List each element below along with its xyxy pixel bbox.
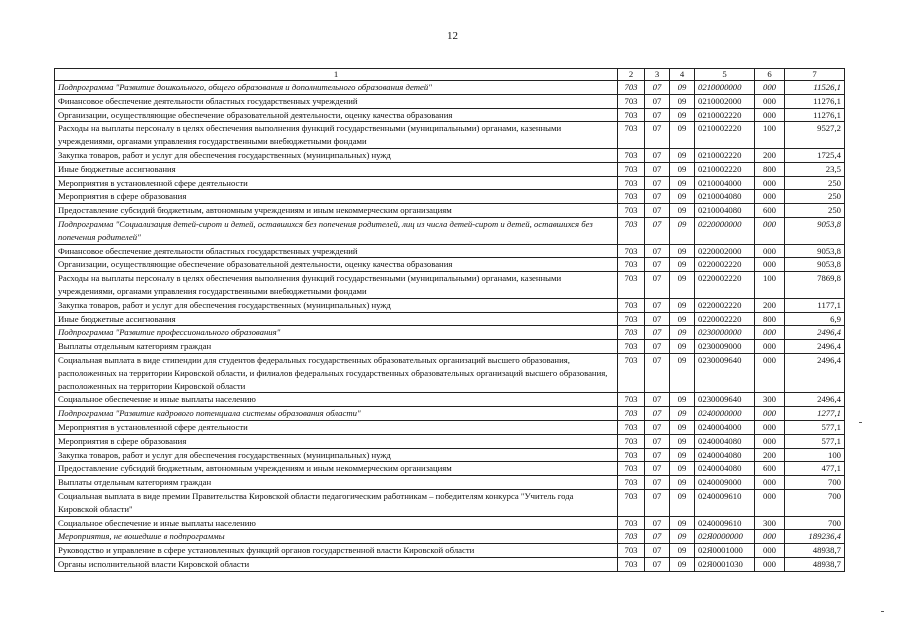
row-target-cell: 02Я0001030 bbox=[695, 557, 755, 571]
row-target-cell: 0210002220 bbox=[695, 108, 755, 122]
row-code-cell: 703 bbox=[618, 516, 645, 530]
row-expense-type-cell: 600 bbox=[755, 204, 785, 218]
row-name-cell: Предоставление субсидий бюджетным, автономным учреждениям и иным некоммерческим организациям bbox=[55, 462, 618, 476]
row-name-cell: Иные бюджетные ассигнования bbox=[55, 312, 618, 326]
row-name-cell: Руководство и управление в сфере установленных функций органов государственной власти Кировской области bbox=[55, 544, 618, 558]
row-target-cell: 02Я0001000 bbox=[695, 544, 755, 558]
row-target-cell: 0230009640 bbox=[695, 353, 755, 392]
header-cell: 1 bbox=[55, 69, 618, 81]
row-target-cell: 0230000000 bbox=[695, 326, 755, 340]
row-target-cell: 0220002220 bbox=[695, 298, 755, 312]
row-name-cell: Закупка товаров, работ и услуг для обеспечения государственных (муниципальных) нужд bbox=[55, 148, 618, 162]
row-subsection-cell: 09 bbox=[670, 312, 695, 326]
row-subsection-cell: 09 bbox=[670, 448, 695, 462]
row-subsection-cell: 09 bbox=[670, 298, 695, 312]
row-code-cell: 703 bbox=[618, 258, 645, 272]
row-expense-type-cell: 300 bbox=[755, 393, 785, 407]
row-expense-type-cell: 000 bbox=[755, 258, 785, 272]
row-code-cell: 703 bbox=[618, 81, 645, 95]
row-sum-cell: 250 bbox=[785, 204, 845, 218]
row-subsection-cell: 09 bbox=[670, 122, 695, 149]
row-target-cell: 0210002220 bbox=[695, 162, 755, 176]
row-code-cell: 703 bbox=[618, 272, 645, 299]
row-name-cell: Организации, осуществляющие обеспечение образовательной деятельности, оценку качества образования bbox=[55, 258, 618, 272]
row-expense-type-cell: 100 bbox=[755, 122, 785, 149]
row-name-cell: Социальная выплата в виде стипендии для студентов федеральных государственных образовательных организаций высшего образования, расположенных на территории Кировской области, и филиалов федеральных государственных образовательных организаций высшего образования, расположенных на территории Кировской области bbox=[55, 353, 618, 392]
row-sum-cell: 1177,1 bbox=[785, 298, 845, 312]
row-section-cell: 07 bbox=[645, 448, 670, 462]
row-code-cell: 703 bbox=[618, 326, 645, 340]
row-expense-type-cell: 800 bbox=[755, 312, 785, 326]
row-sum-cell: 1277,1 bbox=[785, 407, 845, 421]
table-row-subprogram bbox=[55, 81, 845, 95]
row-section-cell: 07 bbox=[645, 312, 670, 326]
table-row bbox=[55, 204, 845, 218]
row-section-cell: 07 bbox=[645, 162, 670, 176]
row-code-cell: 703 bbox=[618, 148, 645, 162]
row-code-cell: 703 bbox=[618, 557, 645, 571]
row-code-cell: 703 bbox=[618, 544, 645, 558]
row-subsection-cell: 09 bbox=[670, 162, 695, 176]
budget-table bbox=[54, 68, 845, 572]
row-subsection-cell: 09 bbox=[670, 516, 695, 530]
row-sum-cell: 577,1 bbox=[785, 434, 845, 448]
header-cell: 2 bbox=[618, 69, 645, 81]
row-expense-type-cell: 000 bbox=[755, 557, 785, 571]
row-section-cell: 07 bbox=[645, 122, 670, 149]
table-row bbox=[55, 557, 845, 571]
row-expense-type-cell: 800 bbox=[755, 162, 785, 176]
row-target-cell: 0220002220 bbox=[695, 312, 755, 326]
row-name-cell: Мероприятия в установленной сфере деятельности bbox=[55, 420, 618, 434]
table-row bbox=[55, 108, 845, 122]
row-target-cell: 0210002220 bbox=[695, 122, 755, 149]
row-sum-cell: 7869,8 bbox=[785, 272, 845, 299]
row-expense-type-cell: 000 bbox=[755, 353, 785, 392]
row-sum-cell: 11276,1 bbox=[785, 108, 845, 122]
row-section-cell: 07 bbox=[645, 176, 670, 190]
table-row bbox=[55, 448, 845, 462]
row-name-cell: Мероприятия, не вошедшие в подпрограммы bbox=[55, 530, 618, 544]
row-sum-cell: 6,9 bbox=[785, 312, 845, 326]
row-name-cell: Выплаты отдельным категориям граждан bbox=[55, 340, 618, 354]
row-sum-cell: 11276,1 bbox=[785, 94, 845, 108]
row-code-cell: 703 bbox=[618, 393, 645, 407]
row-code-cell: 703 bbox=[618, 176, 645, 190]
row-expense-type-cell: 000 bbox=[755, 94, 785, 108]
row-code-cell: 703 bbox=[618, 407, 645, 421]
row-name-cell: Мероприятия в сфере образования bbox=[55, 434, 618, 448]
row-subsection-cell: 09 bbox=[670, 258, 695, 272]
row-section-cell: 07 bbox=[645, 530, 670, 544]
row-expense-type-cell: 000 bbox=[755, 176, 785, 190]
row-name-cell: Расходы на выплаты персоналу в целях обеспечения выполнения функций государственными (муниципальными) органами, казенными учреждениями, органами управления государственными внебюджетными фондами bbox=[55, 122, 618, 149]
row-code-cell: 703 bbox=[618, 448, 645, 462]
row-section-cell: 07 bbox=[645, 94, 670, 108]
header-cell: 4 bbox=[670, 69, 695, 81]
row-section-cell: 07 bbox=[645, 516, 670, 530]
row-subsection-cell: 09 bbox=[670, 530, 695, 544]
table-row-subprogram bbox=[55, 217, 845, 244]
row-subsection-cell: 09 bbox=[670, 476, 695, 490]
row-subsection-cell: 09 bbox=[670, 217, 695, 244]
row-section-cell: 07 bbox=[645, 434, 670, 448]
row-expense-type-cell: 200 bbox=[755, 148, 785, 162]
row-section-cell: 07 bbox=[645, 407, 670, 421]
row-name-cell: Подпрограмма "Развитие кадрового потенциала системы образования области" bbox=[55, 407, 618, 421]
margin-mark bbox=[859, 422, 862, 423]
row-name-cell: Расходы на выплаты персоналу в целях обеспечения выполнения функций государственными (муниципальными) органами, казенными учреждениями, органами управления государственными внебюджетными фондами bbox=[55, 272, 618, 299]
row-section-cell: 07 bbox=[645, 340, 670, 354]
row-expense-type-cell: 000 bbox=[755, 81, 785, 95]
row-sum-cell: 250 bbox=[785, 176, 845, 190]
row-target-cell: 0210002000 bbox=[695, 94, 755, 108]
row-expense-type-cell: 000 bbox=[755, 108, 785, 122]
row-sum-cell: 11526,1 bbox=[785, 81, 845, 95]
row-name-cell: Социальное обеспечение и иные выплаты населению bbox=[55, 516, 618, 530]
row-sum-cell: 2496,4 bbox=[785, 393, 845, 407]
table-row bbox=[55, 340, 845, 354]
row-expense-type-cell: 000 bbox=[755, 190, 785, 204]
row-sum-cell: 250 bbox=[785, 190, 845, 204]
row-subsection-cell: 09 bbox=[670, 204, 695, 218]
row-expense-type-cell: 200 bbox=[755, 448, 785, 462]
row-target-cell: 0240009610 bbox=[695, 489, 755, 516]
row-code-cell: 703 bbox=[618, 462, 645, 476]
row-section-cell: 07 bbox=[645, 217, 670, 244]
table-row bbox=[55, 434, 845, 448]
row-expense-type-cell: 300 bbox=[755, 516, 785, 530]
row-sum-cell: 189236,4 bbox=[785, 530, 845, 544]
table-row bbox=[55, 258, 845, 272]
row-subsection-cell: 09 bbox=[670, 176, 695, 190]
row-expense-type-cell: 000 bbox=[755, 530, 785, 544]
row-expense-type-cell: 100 bbox=[755, 272, 785, 299]
header-cell: 7 bbox=[785, 69, 845, 81]
row-target-cell: 0240009000 bbox=[695, 476, 755, 490]
table-row bbox=[55, 244, 845, 258]
table-row bbox=[55, 312, 845, 326]
header-cell: 3 bbox=[645, 69, 670, 81]
row-subsection-cell: 09 bbox=[670, 148, 695, 162]
page-number: 12 bbox=[447, 30, 458, 42]
table-row bbox=[55, 148, 845, 162]
row-sum-cell: 48938,7 bbox=[785, 557, 845, 571]
row-sum-cell: 9053,8 bbox=[785, 258, 845, 272]
table-row bbox=[55, 176, 845, 190]
row-code-cell: 703 bbox=[618, 312, 645, 326]
table-row bbox=[55, 353, 845, 392]
row-name-cell: Мероприятия в установленной сфере деятельности bbox=[55, 176, 618, 190]
row-sum-cell: 2496,4 bbox=[785, 326, 845, 340]
row-subsection-cell: 09 bbox=[670, 272, 695, 299]
row-target-cell: 0220000000 bbox=[695, 217, 755, 244]
row-expense-type-cell: 000 bbox=[755, 476, 785, 490]
row-section-cell: 07 bbox=[645, 393, 670, 407]
table-row bbox=[55, 272, 845, 299]
row-expense-type-cell: 000 bbox=[755, 326, 785, 340]
row-target-cell: 0240004080 bbox=[695, 462, 755, 476]
row-code-cell: 703 bbox=[618, 353, 645, 392]
table-header-row bbox=[55, 69, 845, 81]
row-subsection-cell: 09 bbox=[670, 244, 695, 258]
row-sum-cell: 2496,4 bbox=[785, 353, 845, 392]
row-sum-cell: 477,1 bbox=[785, 462, 845, 476]
row-name-cell: Закупка товаров, работ и услуг для обеспечения государственных (муниципальных) нужд bbox=[55, 448, 618, 462]
row-subsection-cell: 09 bbox=[670, 340, 695, 354]
row-name-cell: Социальное обеспечение и иные выплаты населению bbox=[55, 393, 618, 407]
row-sum-cell: 577,1 bbox=[785, 420, 845, 434]
row-code-cell: 703 bbox=[618, 476, 645, 490]
row-subsection-cell: 09 bbox=[670, 393, 695, 407]
row-code-cell: 703 bbox=[618, 94, 645, 108]
row-section-cell: 07 bbox=[645, 557, 670, 571]
row-target-cell: 0220002220 bbox=[695, 258, 755, 272]
row-expense-type-cell: 200 bbox=[755, 298, 785, 312]
row-sum-cell: 700 bbox=[785, 476, 845, 490]
row-target-cell: 0210004080 bbox=[695, 204, 755, 218]
row-subsection-cell: 09 bbox=[670, 544, 695, 558]
row-code-cell: 703 bbox=[618, 420, 645, 434]
row-sum-cell: 100 bbox=[785, 448, 845, 462]
row-sum-cell: 700 bbox=[785, 489, 845, 516]
table-row-subprogram bbox=[55, 407, 845, 421]
row-sum-cell: 9053,8 bbox=[785, 217, 845, 244]
row-code-cell: 703 bbox=[618, 162, 645, 176]
table-row bbox=[55, 298, 845, 312]
row-target-cell: 0230009640 bbox=[695, 393, 755, 407]
row-sum-cell: 700 bbox=[785, 516, 845, 530]
table-row-subprogram bbox=[55, 326, 845, 340]
table-row bbox=[55, 122, 845, 149]
row-name-cell: Органы исполнительной власти Кировской области bbox=[55, 557, 618, 571]
row-code-cell: 703 bbox=[618, 530, 645, 544]
row-target-cell: 0240000000 bbox=[695, 407, 755, 421]
row-target-cell: 0230009000 bbox=[695, 340, 755, 354]
row-subsection-cell: 09 bbox=[670, 489, 695, 516]
row-section-cell: 07 bbox=[645, 462, 670, 476]
row-expense-type-cell: 000 bbox=[755, 217, 785, 244]
row-section-cell: 07 bbox=[645, 244, 670, 258]
row-subsection-cell: 09 bbox=[670, 108, 695, 122]
row-section-cell: 07 bbox=[645, 326, 670, 340]
table-row bbox=[55, 420, 845, 434]
row-name-cell: Подпрограмма "Социализация детей-сирот и детей, оставшихся без попечения родителей, лиц из числа детей-сирот и детей, оставшихся без попечения родителей" bbox=[55, 217, 618, 244]
row-section-cell: 07 bbox=[645, 190, 670, 204]
row-code-cell: 703 bbox=[618, 108, 645, 122]
row-name-cell: Финансовое обеспечение деятельности областных государственных учреждений bbox=[55, 244, 618, 258]
row-section-cell: 07 bbox=[645, 298, 670, 312]
row-section-cell: 07 bbox=[645, 544, 670, 558]
row-code-cell: 703 bbox=[618, 217, 645, 244]
row-target-cell: 0210000000 bbox=[695, 81, 755, 95]
row-name-cell: Мероприятия в сфере образования bbox=[55, 190, 618, 204]
row-target-cell: 0240004080 bbox=[695, 448, 755, 462]
table-row bbox=[55, 489, 845, 516]
margin-mark bbox=[881, 611, 884, 612]
table-row bbox=[55, 476, 845, 490]
row-target-cell: 0240004000 bbox=[695, 420, 755, 434]
row-name-cell: Социальная выплата в виде премии Правительства Кировской области педагогическим работникам – победителям конкурса "Учитель года Кировской области" bbox=[55, 489, 618, 516]
row-target-cell: 0210004080 bbox=[695, 190, 755, 204]
row-code-cell: 703 bbox=[618, 244, 645, 258]
row-section-cell: 07 bbox=[645, 148, 670, 162]
row-target-cell: 0220002220 bbox=[695, 272, 755, 299]
row-subsection-cell: 09 bbox=[670, 462, 695, 476]
row-subsection-cell: 09 bbox=[670, 407, 695, 421]
row-subsection-cell: 09 bbox=[670, 81, 695, 95]
row-expense-type-cell: 600 bbox=[755, 462, 785, 476]
row-expense-type-cell: 000 bbox=[755, 340, 785, 354]
row-subsection-cell: 09 bbox=[670, 94, 695, 108]
row-target-cell: 0240009610 bbox=[695, 516, 755, 530]
row-target-cell: 0210004000 bbox=[695, 176, 755, 190]
table-row-subprogram bbox=[55, 530, 845, 544]
row-subsection-cell: 09 bbox=[670, 420, 695, 434]
row-sum-cell: 2496,4 bbox=[785, 340, 845, 354]
row-expense-type-cell: 000 bbox=[755, 407, 785, 421]
row-expense-type-cell: 000 bbox=[755, 244, 785, 258]
row-section-cell: 07 bbox=[645, 204, 670, 218]
row-target-cell: 02Я0000000 bbox=[695, 530, 755, 544]
row-name-cell: Выплаты отдельным категориям граждан bbox=[55, 476, 618, 490]
table-row bbox=[55, 94, 845, 108]
row-subsection-cell: 09 bbox=[670, 557, 695, 571]
row-section-cell: 07 bbox=[645, 108, 670, 122]
row-subsection-cell: 09 bbox=[670, 353, 695, 392]
row-section-cell: 07 bbox=[645, 353, 670, 392]
row-code-cell: 703 bbox=[618, 489, 645, 516]
row-sum-cell: 9053,8 bbox=[785, 244, 845, 258]
header-cell: 6 bbox=[755, 69, 785, 81]
row-code-cell: 703 bbox=[618, 122, 645, 149]
table-row bbox=[55, 162, 845, 176]
row-expense-type-cell: 000 bbox=[755, 420, 785, 434]
row-sum-cell: 1725,4 bbox=[785, 148, 845, 162]
row-target-cell: 0210002220 bbox=[695, 148, 755, 162]
row-sum-cell: 48938,7 bbox=[785, 544, 845, 558]
row-code-cell: 703 bbox=[618, 204, 645, 218]
row-code-cell: 703 bbox=[618, 434, 645, 448]
row-name-cell: Подпрограмма "Развитие профессионального образования" bbox=[55, 326, 618, 340]
row-section-cell: 07 bbox=[645, 420, 670, 434]
row-subsection-cell: 09 bbox=[670, 326, 695, 340]
row-section-cell: 07 bbox=[645, 489, 670, 516]
row-section-cell: 07 bbox=[645, 81, 670, 95]
header-cell: 5 bbox=[695, 69, 755, 81]
row-name-cell: Иные бюджетные ассигнования bbox=[55, 162, 618, 176]
table-row bbox=[55, 544, 845, 558]
row-name-cell: Закупка товаров, работ и услуг для обеспечения государственных (муниципальных) нужд bbox=[55, 298, 618, 312]
row-name-cell: Подпрограмма "Развитие дошкольного, общего образования и дополнительного образования детей" bbox=[55, 81, 618, 95]
row-code-cell: 703 bbox=[618, 340, 645, 354]
table-row bbox=[55, 516, 845, 530]
row-code-cell: 703 bbox=[618, 298, 645, 312]
row-section-cell: 07 bbox=[645, 272, 670, 299]
table-row bbox=[55, 462, 845, 476]
row-expense-type-cell: 000 bbox=[755, 489, 785, 516]
table-row bbox=[55, 393, 845, 407]
table-row bbox=[55, 190, 845, 204]
row-name-cell: Финансовое обеспечение деятельности областных государственных учреждений bbox=[55, 94, 618, 108]
row-name-cell: Предоставление субсидий бюджетным, автономным учреждениям и иным некоммерческим организациям bbox=[55, 204, 618, 218]
row-expense-type-cell: 000 bbox=[755, 434, 785, 448]
row-sum-cell: 23,5 bbox=[785, 162, 845, 176]
row-section-cell: 07 bbox=[645, 476, 670, 490]
row-section-cell: 07 bbox=[645, 258, 670, 272]
row-expense-type-cell: 000 bbox=[755, 544, 785, 558]
row-code-cell: 703 bbox=[618, 190, 645, 204]
row-subsection-cell: 09 bbox=[670, 434, 695, 448]
row-target-cell: 0220002000 bbox=[695, 244, 755, 258]
row-sum-cell: 9527,2 bbox=[785, 122, 845, 149]
row-target-cell: 0240004080 bbox=[695, 434, 755, 448]
row-name-cell: Организации, осуществляющие обеспечение образовательной деятельности, оценку качества образования bbox=[55, 108, 618, 122]
row-subsection-cell: 09 bbox=[670, 190, 695, 204]
